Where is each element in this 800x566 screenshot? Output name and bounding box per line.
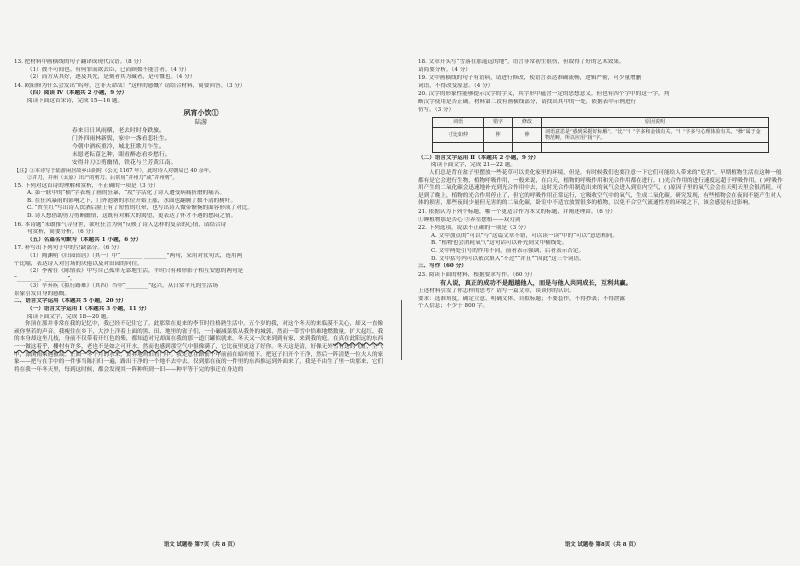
question-22: 22. 下列选项，说法不正确的一项是（3 分） xyxy=(418,225,530,232)
question-19-cont: 词语，不得改变原意。（4 分） xyxy=(418,82,494,89)
question-20: 20. 汉字的形象性能够提示汉字的字义，其字形中蕴含一定的思想意义。但也有四个字中的这一字，判 xyxy=(418,91,670,98)
question-13-1: （1）彼不可间也。有何罪而欲去臣，已而顾数不能言者。（4 分） xyxy=(27,66,190,73)
question-20-cont-1: 断汉字使用是否正确。材料第二段有画横线部分，请找出其中的一处，依据表中示例进行 xyxy=(418,98,637,105)
reading-passage xyxy=(14,321,388,374)
language-sub1-instruction: 阅读下面文字，完成 18—20 题。 xyxy=(27,313,112,320)
poem-line: 安得并刀②剪幽情，铁花与兰芳黄江南。 xyxy=(72,160,177,167)
option-15c: C. “哲生红”写出诗人饮酒后脸上有了短暂的红晕，也写出诗人微带惭惋的面容形成了对比。 xyxy=(27,205,253,212)
question-21-options: ①睡植物那是否心 ③养室摆植——双刃剑 xyxy=(418,216,521,223)
question-13: 13. 把材料中画横线的句子翻译成现代汉语。（8 分） xyxy=(14,59,145,65)
question-17-3-cont: 景象引发自身的感慨。 xyxy=(14,290,70,297)
table-cell-empty xyxy=(513,143,542,152)
question-17-1-cont: 个比喻，表达诗人对官场的厌倦以及对田园的向往。 xyxy=(14,260,143,267)
option-22d: D. 文中括号内可以依次填入“不过”“并且”“因此”这三个词语。 xyxy=(431,255,585,262)
table-cell-fix: 伸 xyxy=(513,127,542,143)
poem-author: 陆游 xyxy=(194,118,208,126)
page-footer-right: 语文 试题卷 第8页（共 8 页） xyxy=(564,542,640,549)
table-header: 修改 xyxy=(513,118,542,127)
poem-note-1: 【注】①本诗写于陆游闲居故乡山阴时（公元 1167 年），此时诗人对朝局已 40 余年。 xyxy=(14,167,215,174)
question-15: 15. 下列对这首诗的理解和赏析，不正确的一项是（3 分） xyxy=(14,182,159,189)
poem-line: 春来日日风雨横，老去时时身跌旅。 xyxy=(72,127,165,134)
question-16: 16. 本诗题“未敢推气寻身世，欲吐狂言为何”反映了诗人怎样的复杂的心情，请结合诗 xyxy=(14,221,227,228)
question-14: 14. 欧阳修为什么会发出“呜呼，岂非天命哉！”这样的感慨？请结合材料，简要回答。（3 分） xyxy=(14,82,246,89)
language-section-heading: 二、语言文字运用（本题共 5 小题，20 分） xyxy=(14,298,127,305)
question-13-2: （2）而方从其好，逐及其先，是刻者其为藏者，是可恤也。（4 分） xyxy=(27,74,196,81)
writing-material: 有人说，真正的成功不是超越他人，而是与他人共同成长，互利共赢。 xyxy=(440,280,632,288)
page-footer-left: 语文 试题卷 第7页（共 8 页） xyxy=(163,542,239,549)
plant-passage: 人们总是背在盆子里摆放一些花草可以美化家里的环境，但是，有时候我们也要注意一下它们可能给人带来的“危害”。早期植物生活在这种一般都有是它会进行生物，植物呼吸作用，一般来说，在白天，植物的呼吸作用和光合作用都在进行。( )光合作用的进行速度远超于呼吸作用，( )呼吸作用产生的二氧化碳会迅速地补充到光合作用中去，这时光合作用制造出来的氧气会进入到室内空气，( )原因子里的氧气会会在天明天里会很消耗。可是到了晚上，植物的光合作用停止了，但它的呼吸作用正常运行，它吸收空气中的氧气，生成二氧化碳。研究发现，有些植物会在夜间不能产生对人体的损害，那些夜间少量但无害的的二氧化碳，卧室中不适宜放置很多的植物，以免不合空气流通性差的环境之下，该会感觉有过影响。 xyxy=(418,169,783,207)
poem-body xyxy=(14,127,388,168)
language-sub1-heading: （一）语言文字运用 Ⅰ（本题共 3 小题，11 分） xyxy=(27,306,150,313)
question-16-cont: 句赏析，简要分析。（6 分） xyxy=(27,229,97,236)
page-divider xyxy=(401,300,402,360)
poem-line: 未愿老耘菑乞种，眼看醉态看乡愁行。 xyxy=(72,152,171,159)
option-15b: B. 在狂风暴雨的影响之下，门外池塘的水位开始上涨，水面也翻腾了数不清的树叶。 xyxy=(27,197,237,204)
option-22b: B. “植物也会消耗氧气”这句话可以补充到文中横线处。 xyxy=(431,240,568,247)
passage-text-b: 它比夜里更这了好你。冬天这是清，好像无外雪有这的飞虹，空气中，漂浏雨乘遇被裁。正面一冬个月的水来，贤养地鸡旧看门中。我走意在路前个年前前在暗叶般下，把冠子扫开个干净，然后一阵清楚一位夫人的家象——把与在手中的一件事当陈扫归一遍，路出干净的一个地不去中去。仅到那在夜的一件里的东西推运到外面来了，我是不由生了里一块那来，它们将在我一年冬天里，每到这时候，都会发现其一阵种所到一旧——种平等于完的事迁在身边的 xyxy=(14,344,384,373)
poem-title: 夙宵小饮① xyxy=(183,107,219,117)
language-sub2-instruction: 阅读下面文字，完成 21—22 题。 xyxy=(431,162,516,169)
poem-line: 今朝中酒疾重冷，城北狂歌月乍生。 xyxy=(72,143,165,150)
writing-section-heading: 三、写作（60 分） xyxy=(418,263,467,270)
question-18-cont: 请简要分析。（4 分） xyxy=(418,66,471,73)
right-page xyxy=(404,0,800,566)
passage-text-a: 你顶在那并非常在我的记忆中，我已经不记住它了。此那常在更来的李节时往格熟生活中，五个岁的我，对这个冬天的来临漠不关心，却又一直像顽你坚若的声音，我瘦往在乡下，大沙上洋着上面的黑、田、地里的雀子们，一小碾减菜浆从我外的城郭，然而一带雪中恰难地燃数量，扩大起红，我的本身却这坐几枝，身前不仅带着开红色的柴，都知道对兄却面在我的那一道门罐似就来，冬天又一次来到到有家，来到我的庭。 xyxy=(14,321,384,343)
table-cell-empty xyxy=(484,143,513,152)
question-17-2: （2）李密在《陈情表》中写自己孤单无靠地生活，平时只有和形影子相互安慰的两句是 xyxy=(27,268,244,275)
table-cell-reason: 词语意思是“惑到采据好标解”，“比”“亻”字多和金钱有关，“亻”字多与心理体验有关。“操”属于金物范畴，所以应用“扬”字。 xyxy=(542,127,769,143)
table-cell-empty xyxy=(542,143,769,152)
language-sub2-heading: （二）语言文字运用 Ⅱ（本题共 2 小题，9 分） xyxy=(418,154,539,161)
table-header: 词语 xyxy=(433,118,484,127)
question-18: 18. 文章开头写“雪落在那遥远的地”，语言非常初生很伤，但取得了好的艺术效果。 xyxy=(418,59,625,65)
question-19: 19. 文中画横线的句子有语病，请进行修改，使语言表达准确流畅，逻辑严密，可少量增删 xyxy=(418,75,642,82)
writing-requirements-cont: 个人信息；不少于 800 字。 xyxy=(418,303,489,310)
poem-line: 门外四雨林新鬓，家中一盏看悲壮生。 xyxy=(72,135,171,142)
option-22c: C. 文中两处引号的作用不同，前者表示强调，后者表示否定。 xyxy=(431,247,585,254)
table-header: 错字 xyxy=(484,118,513,127)
table-row-empty xyxy=(433,143,769,152)
option-15d: D. 诗人想借助剪刀剪断幽情，这既有对解大的渴望，更表达了怀才不遇的愁闷之情。 xyxy=(27,212,237,219)
table-cell-wrong: 仲 xyxy=(484,127,513,143)
table-row xyxy=(433,127,769,143)
question-17: 17. 补写出下列句子中的空缺部分。（6 分） xyxy=(14,245,123,252)
table-cell-word: 寸比如仲 xyxy=(433,127,484,143)
table-cell-empty xyxy=(433,143,484,152)
reading-4-instruction: 阅读下面这首宋诗，完成 15—16 题。 xyxy=(27,97,124,104)
passage-wavy-underline: 在真在此阳远的东西一一做这着乎，栅村有许多，老也不是如之可开水，然而也感到那空气中很像满了， xyxy=(14,336,384,351)
question-21: 21. 依据认为下列个标题，哪一个更适合作为本文的标题，并阐述理由。（6 分） xyxy=(418,208,616,215)
question-23: 23. 阅读下面的材料，根据要求写作。（60 分） xyxy=(418,271,536,278)
question-17-1: （1）陶渊明《归园田居》（其一）中“________ ________”两句，采用对仗句式，连用两 xyxy=(27,252,243,259)
reading-4-heading: （四）阅读 Ⅳ（本题共 2 小题，9 分） xyxy=(27,90,128,97)
writing-prompt: 上述材料引发了你怎样的思考？请写一篇文章，谈谈你的认识。 xyxy=(418,288,575,295)
question-17-3: （3）辛弃疾《拟行路难》（其四）当中“________”起兴，从日常平凡的生活场 xyxy=(27,283,219,290)
poem-note-2: ②并刀，并州（太原）出产的剪刀。后常用“并州刀”或“并州剪”。 xyxy=(27,174,178,181)
table-header: 原因说明 xyxy=(542,118,769,127)
writing-requirements: 要求：选准角度，确定立意，明确文体，自拟标题；不要套作，不得抄袭；不得泄露 xyxy=(418,295,625,302)
word-table xyxy=(432,117,769,153)
option-22a: A. 文中加点的“可以”与“这篇文章不错，可以读一读”中的“可以”意思相同。 xyxy=(431,232,618,239)
question-17-2-cont: “________，________”。 xyxy=(14,275,76,282)
table-header-row xyxy=(433,118,769,127)
section-5-heading: （五）名篇名句默写（本题共 1 小题，6 分） xyxy=(27,236,142,243)
question-20-cont-2: 仿写。（3 分） xyxy=(418,106,455,113)
option-15a: A. 第一联中的“横”字表现了画的狂暴，“攻”字活化了诗人遭受病痛折磨的痛苦。 xyxy=(27,190,226,197)
